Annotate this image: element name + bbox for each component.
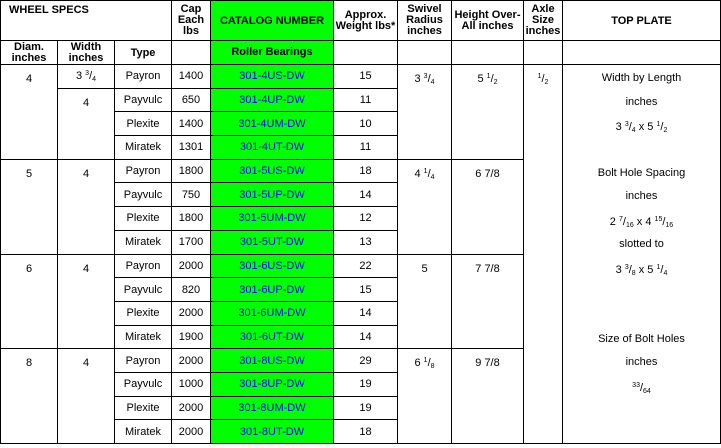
type-cell: Payvulc (115, 278, 172, 302)
axle-size-header: Axle Size inches (524, 1, 563, 41)
capacity-cell: 1000 (172, 372, 211, 396)
weight-cell: 29 (334, 349, 398, 373)
height-header: Height Over-All inches (452, 1, 524, 41)
type-header: Type (115, 41, 172, 65)
weight-cell: 22 (334, 254, 398, 278)
top-plate-line: inches (625, 95, 658, 108)
diameter-header: Diam. inches (1, 41, 58, 65)
weight-cell: 14 (334, 325, 398, 349)
table-row (1, 65, 721, 89)
height-cell: 6 7/8 (452, 159, 524, 254)
height-cell: 7 7/8 (452, 254, 524, 349)
type-cell: Payvulc (115, 88, 172, 112)
empty-cell (524, 41, 563, 65)
weight-cell: 15 (334, 278, 398, 302)
capacity-cell: 2000 (172, 301, 211, 325)
top-plate-line: Size of Bolt Holes (598, 332, 685, 345)
top-plate-line: 3 $^3/_4$ x 5 $^1/_2$ (615, 121, 668, 135)
weight-cell: 14 (334, 183, 398, 207)
top-plate-line: slotted to (619, 237, 664, 250)
type-cell: Payron (115, 159, 172, 183)
top-plate-line (563, 142, 720, 166)
capacity-cell: 1800 (172, 159, 211, 183)
catalog-number-cell: 301-6UP-DW (211, 278, 334, 302)
weight-header: Approx. Weight lbs* (334, 1, 398, 41)
roller-bearings-header: Roller Bearings (211, 41, 334, 65)
width-cell: 4 (58, 349, 115, 444)
empty-cell (563, 41, 721, 65)
capacity-cell: 1700 (172, 230, 211, 254)
empty-cell (452, 41, 524, 65)
weight-cell: 11 (334, 136, 398, 160)
catalog-number-cell: 301-8US-DW (211, 349, 334, 373)
diameter-cell: 6 (1, 254, 58, 349)
catalog-number-cell: 301-6UT-DW (211, 325, 334, 349)
swivel-radius-cell: 5 (398, 254, 452, 349)
type-cell: Payron (115, 349, 172, 373)
type-cell: Miratek (115, 230, 172, 254)
top-plate-cell (563, 65, 721, 444)
catalog-number-cell: 301-6UM-DW (211, 301, 334, 325)
capacity-cell: 1800 (172, 207, 211, 231)
catalog-number-cell: 301-5UT-DW (211, 230, 334, 254)
capacity-cell: 2000 (172, 420, 211, 444)
catalog-number-cell: 301-4UP-DW (211, 88, 334, 112)
type-cell: Plexite (115, 396, 172, 420)
type-cell: Payvulc (115, 183, 172, 207)
capacity-cell: 650 (172, 88, 211, 112)
diameter-cell: 4 (1, 65, 58, 160)
width-cell: 3 $^3/_4$ (58, 65, 115, 89)
diameter-cell: 8 (1, 349, 58, 444)
catalog-number-cell: 301-8UT-DW (211, 420, 334, 444)
top-plate-header: TOP PLATE (563, 1, 721, 41)
type-cell: Miratek (115, 325, 172, 349)
swivel-radius-cell: 3 $^3/_4$ (398, 65, 452, 160)
top-plate-line: Bolt Hole Spacing (597, 166, 686, 179)
weight-cell: 18 (334, 420, 398, 444)
diameter-cell: 5 (1, 159, 58, 254)
type-cell: Payvulc (115, 372, 172, 396)
type-cell: Payron (115, 65, 172, 89)
top-plate-line: Width by Length (601, 72, 682, 84)
catalog-number-cell: 301-5UM-DW (211, 207, 334, 231)
capacity-cell: 2000 (172, 254, 211, 278)
capacity-cell: 1301 (172, 136, 211, 160)
swivel-radius-cell: 6 $^1/_8$ (398, 349, 452, 444)
empty-cell (398, 41, 452, 65)
weight-cell: 13 (334, 230, 398, 254)
swivel-radius-header: Swivel Radius inches (398, 1, 452, 41)
capacity-cell: 1900 (172, 325, 211, 349)
swivel-radius-cell: 4 $^1/_4$ (398, 159, 452, 254)
weight-cell: 15 (334, 65, 398, 89)
wheel-specs-header: WHEEL SPECS (1, 1, 172, 41)
capacity-header: Cap Each lbs (172, 1, 211, 41)
weight-cell: 19 (334, 372, 398, 396)
weight-cell: 12 (334, 207, 398, 231)
weight-cell: 10 (334, 112, 398, 136)
type-cell: Miratek (115, 136, 172, 160)
capacity-cell: 820 (172, 278, 211, 302)
capacity-cell: 750 (172, 183, 211, 207)
top-plate-line: inches (625, 190, 658, 203)
width-header: Width inches (58, 41, 115, 65)
type-cell: Plexite (115, 112, 172, 136)
height-cell: 5 $^1/_2$ (452, 65, 524, 160)
top-plate-line: inches (625, 356, 658, 369)
catalog-number-cell: 301-8UP-DW (211, 372, 334, 396)
catalog-number-cell: 301-5UP-DW (211, 183, 334, 207)
type-cell: Plexite (115, 207, 172, 231)
top-plate-line: 2 $^7/_{16}$ x 4 $^{15}/_{16}$ (609, 216, 674, 230)
type-cell: Plexite (115, 301, 172, 325)
catalog-number-cell: 301-4UT-DW (211, 136, 334, 160)
axle-size-cell: $^1/_2$ (524, 65, 563, 444)
catalog-number-cell: 301-6US-DW (211, 254, 334, 278)
width-cell: 4 (58, 159, 115, 254)
catalog-number-header: CATALOG NUMBER (211, 1, 334, 41)
top-plate-line: $^{33}/_{64}$ (632, 381, 651, 395)
weight-cell: 18 (334, 159, 398, 183)
empty-cell (334, 41, 398, 65)
weight-cell: 11 (334, 88, 398, 112)
capacity-cell: 2000 (172, 349, 211, 373)
top-plate-line (563, 284, 720, 308)
top-plate-line (563, 308, 720, 332)
top-plate-line: 3 $^3/_8$ x 5 $^1/_4$ (615, 263, 668, 277)
catalog-number-cell: 301-4US-DW (211, 65, 334, 89)
catalog-number-cell: 301-8UM-DW (211, 396, 334, 420)
type-cell: Payron (115, 254, 172, 278)
capacity-cell: 1400 (172, 112, 211, 136)
type-cell: Miratek (115, 420, 172, 444)
catalog-number-cell: 301-5US-DW (211, 159, 334, 183)
capacity-cell: 1400 (172, 65, 211, 89)
empty-cell (172, 41, 211, 65)
catalog-number-cell: 301-4UM-DW (211, 112, 334, 136)
capacity-cell: 2000 (172, 396, 211, 420)
weight-cell: 19 (334, 396, 398, 420)
height-cell: 9 7/8 (452, 349, 524, 444)
width-cell: 4 (58, 254, 115, 349)
weight-cell: 14 (334, 301, 398, 325)
width-cell: 4 (58, 88, 115, 159)
